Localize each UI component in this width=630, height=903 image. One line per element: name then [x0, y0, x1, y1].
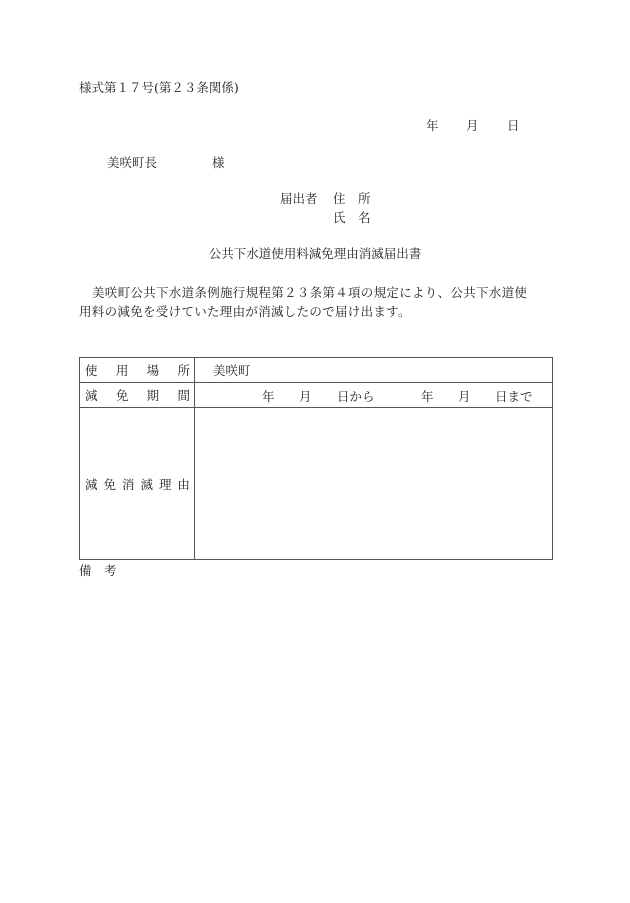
location-value: 美咲町	[213, 363, 251, 378]
reason-value-cell[interactable]	[195, 408, 553, 560]
label-char: 由	[177, 476, 190, 492]
label-char: 所	[177, 363, 190, 378]
label-char: 滅	[140, 476, 153, 492]
body-line-2: 用料の減免を受けていた理由が消滅したので届け出ます。	[79, 304, 411, 319]
label-char: 使	[85, 363, 98, 378]
location-label	[80, 358, 195, 383]
from-day: 日から	[337, 389, 375, 404]
body-line-1: 美咲町公共下水道条例施行規程第２３条第４項の規定により、公共下水道使	[92, 285, 528, 300]
label-char: 理	[158, 476, 172, 492]
name-label-1: 氏	[333, 210, 346, 225]
period-row	[80, 383, 553, 408]
label-char: 間	[177, 388, 190, 403]
reason-label	[80, 408, 195, 560]
label-char: 消	[121, 476, 135, 492]
addressee-name: 美咲町長	[107, 155, 158, 170]
label-char: 用	[115, 363, 129, 378]
applicant-label: 届出者	[280, 191, 318, 206]
document-title: 公共下水道使用料減免理由消滅届出書	[208, 246, 422, 261]
date-day-label: 日	[507, 118, 520, 133]
to-year: 年	[421, 389, 434, 404]
label-char: 期	[146, 388, 160, 403]
date-year-label: 年	[426, 118, 439, 133]
address-label-2: 所	[358, 191, 371, 206]
date-month-label: 月	[466, 118, 479, 133]
addressee-honorific: 様	[212, 155, 225, 170]
from-year: 年	[262, 389, 275, 404]
label-char: 減	[85, 388, 98, 403]
label-char: 減	[85, 476, 98, 492]
from-month: 月	[299, 389, 312, 404]
form-number: 様式第１７号(第２３条関係)	[79, 80, 239, 95]
to-month: 月	[458, 389, 471, 404]
name-label-2: 名	[358, 210, 371, 225]
remarks-char: 考	[104, 563, 117, 578]
period-value-cell[interactable]	[195, 383, 553, 408]
remarks-char: 備	[79, 563, 92, 578]
reason-row	[80, 408, 553, 560]
address-label-1: 住	[333, 191, 346, 206]
to-day: 日まで	[495, 389, 533, 404]
label-char: 免	[115, 388, 129, 403]
form-table	[79, 357, 553, 560]
location-row	[80, 358, 553, 383]
label-char: 免	[103, 476, 116, 492]
label-char: 場	[146, 363, 160, 378]
location-value-cell[interactable]	[195, 358, 553, 383]
period-label	[80, 383, 195, 408]
